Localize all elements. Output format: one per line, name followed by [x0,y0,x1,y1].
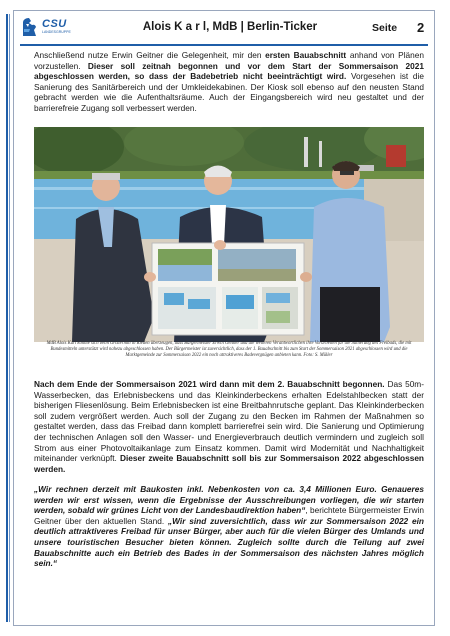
intro-bold: Dieser soll zeitnah begonnen und vor dem Start der Sommersaison 2021 abgeschlossen werden, so dass der Badebetrieb nicht beeinträchtigt wird. [34,60,424,82]
logo-text: CSU [42,18,67,30]
page-number: 2 [417,20,425,35]
quote-text: , berichtete Bürgermeister Erwin Geitner über den aktuellen Stand. [34,505,424,526]
accent-line [6,14,8,622]
page-header [20,14,428,44]
intro-text: Vorgesehen ist die Sanierung des Sanitärbereich und der Umkleidekabinen. Der Kiosk soll ebenso auf den neusten Stand gebracht werden wie die Aufenthaltsräume. Auch der Eingangsbereich wird neu gestaltet und der barrierefreie Zugang soll verbessert werden. [34,71,424,113]
header-rule [20,44,428,46]
section2-paragraph [34,379,424,474]
quote-bold: „Wir rechnen derzeit mit Baukosten inkl. Nebenkosten von ca. 3,4 Millionen Euro. Genaueres werden wir erst wissen, wenn die Ergebnisse der Ausschreibungen vorliegen, die wir starten werden, sobald wir grünes Licht von der Landesbaudirektion haben“ [34,484,424,516]
csu-logo [20,16,76,40]
quote-bold: „Wir sind zuversichtlich, dass wir zur Sommersaison 2022 ein deutlich attraktiveres Freibad für unser Bürger, aber auch für die vielen Bürger des Umlands und unsere touristischen Besucher bieten können. Zugleich sollte durch die Teilung auf zwei Bauabschnitte auch ein Betrieb des Bades in der Sommersaison des nächsten Jahres möglich sein.“ [34,515,424,569]
intro-text: anhand von Plänen vorzustellen. [34,50,424,71]
logo-subtitle: LANDESGRUPPE [42,30,71,34]
intro-bold: ersten Bauabschnitt [265,50,347,60]
section2-bold: Nach dem Ende der Sommersaison 2021 wird dann mit dem 2. Bauabschnitt begonnen. [34,379,385,389]
lion-icon [20,16,40,38]
section2-bold: Dieser zweite Bauabschnitt soll bis zur Sommersaison 2022 abgeschlossen werden. [34,453,425,474]
news-photo [34,127,424,342]
intro-text: Anschließend nutze Erwin Geitner die Gelegenheit, mir den [34,50,266,60]
photo-caption: MdB Alois Karl konnte sich beim Ortstermin in Rieden überzeugen, dass Bürgermeister Erwin Geitner und die weiteren Verantwortlichen ihre Vorarbeiten für die Sanierung des Freibads, die mit Bundesmitteln unterstützt wird nahezu abgeschlossen haben. Der Bürgermeister ist zuversichtlich, dass der 1. Bauabschnitt bis zum Start der Sommersaison 2021 abgeschlossen wird und die Marktgemeinde zur Sommersaison 2022 ein noch attraktiveres Badevergnügen anbieten kann. Foto: S. Müller [46,341,412,359]
page-label: Seite [372,22,398,34]
intro-paragraph [34,50,424,114]
accent-line-thin [9,14,10,622]
quote-paragraph [34,484,424,569]
page-title: Alois K a r l, MdB | Berlin-Ticker [142,21,318,33]
section2-text: Das 50m-Wasserbecken, das Erlebnisbeckens und das Kleinkinderbeckens erhalten Edelstahlbecken statt der bisherigen Fliesenlösung. Beim Erlebnisbecken ist eine Breitbahnrutsche geplant. Das Kleinkinderbecken soll zudem vergrößert werden. Auch soll der Zugang zu den Becken im Rahmen der Maßnahmen so gestaltet werden, dass das Freibad dann komplett barrierefrei sein wird. Die Sanierung und Optimierung der technischen Anlagen soll den Wasser- und Energieverbrauch deutlich vermindern und zugleich soll Strom aus einer Photovoltaikanlage zum Einsatz kommen. Damit wird Modernität und Nachhaltigkeit miteinander verknüpft. [34,379,424,464]
